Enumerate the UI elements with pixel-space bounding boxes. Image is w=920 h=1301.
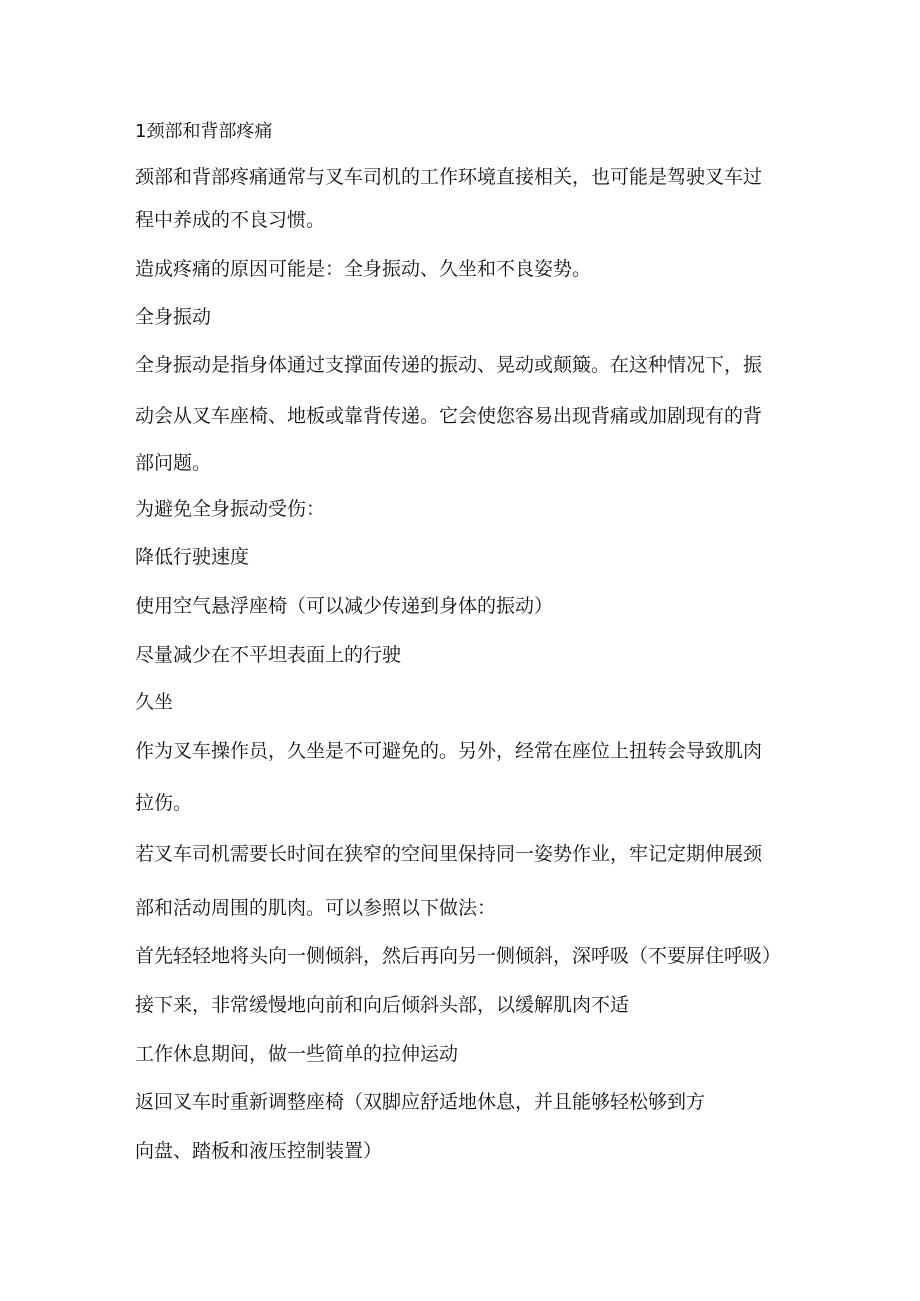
list-item: 首先轻轻地将头向一侧倾斜，然后再向另一侧倾斜，深呼吸（不要屏住呼吸）: [135, 945, 782, 967]
list-item-continuation: 向盘、踏板和液压控制装置）: [135, 1140, 383, 1162]
list-item: 降低行驶速度: [135, 546, 250, 568]
paragraph-line: 若叉车司机需要长时间在狭窄的空间里保持同一姿势作业，牢记定期伸展颈: [135, 843, 763, 865]
paragraph-line: 拉伤。: [135, 792, 193, 814]
list-item: 尽量减少在不平坦表面上的行驶: [135, 644, 402, 666]
paragraph-line: 程中养成的不良习惯。: [135, 209, 326, 231]
paragraph-line: 动会从叉车座椅、地板或靠背传递。它会使您容易出现背痛或加剧现有的背: [135, 405, 763, 427]
subheading: 久坐: [135, 691, 174, 713]
list-item: 工作休息期间，做一些简单的拉伸运动: [135, 1043, 459, 1065]
subheading: 全身振动: [135, 306, 212, 328]
paragraph-line: 部问题。: [135, 452, 212, 474]
list-item: 返回叉车时重新调整座椅（双脚应舒适地休息，并且能够轻松够到方: [135, 1091, 706, 1113]
paragraph-line: 颈部和背部疼痛通常与叉车司机的工作环境直接相关，也可能是驾驶叉车过: [135, 166, 763, 188]
paragraph-line: 为避免全身振动受伤：: [135, 498, 326, 520]
paragraph-line: 造成疼痛的原因可能是：全身振动、久坐和不良姿势。: [135, 258, 592, 280]
paragraph-line: 部和活动周围的肌肉。可以参照以下做法：: [135, 897, 497, 919]
paragraph-line: 作为叉车操作员，久坐是不可避免的。另外，经常在座位上扭转会导致肌肉: [135, 740, 763, 762]
list-item: 使用空气悬浮座椅（可以减少传递到身体的振动）: [135, 595, 554, 617]
paragraph-line: 全身振动是指身体通过支撑面传递的振动、晃动或颠簸。在这种情况下，振: [135, 354, 763, 376]
list-item: 接下来，非常缓慢地向前和向后倾斜头部，以缓解肌肉不适: [135, 994, 630, 1016]
section-title: 1颈部和背部疼痛: [135, 121, 273, 142]
